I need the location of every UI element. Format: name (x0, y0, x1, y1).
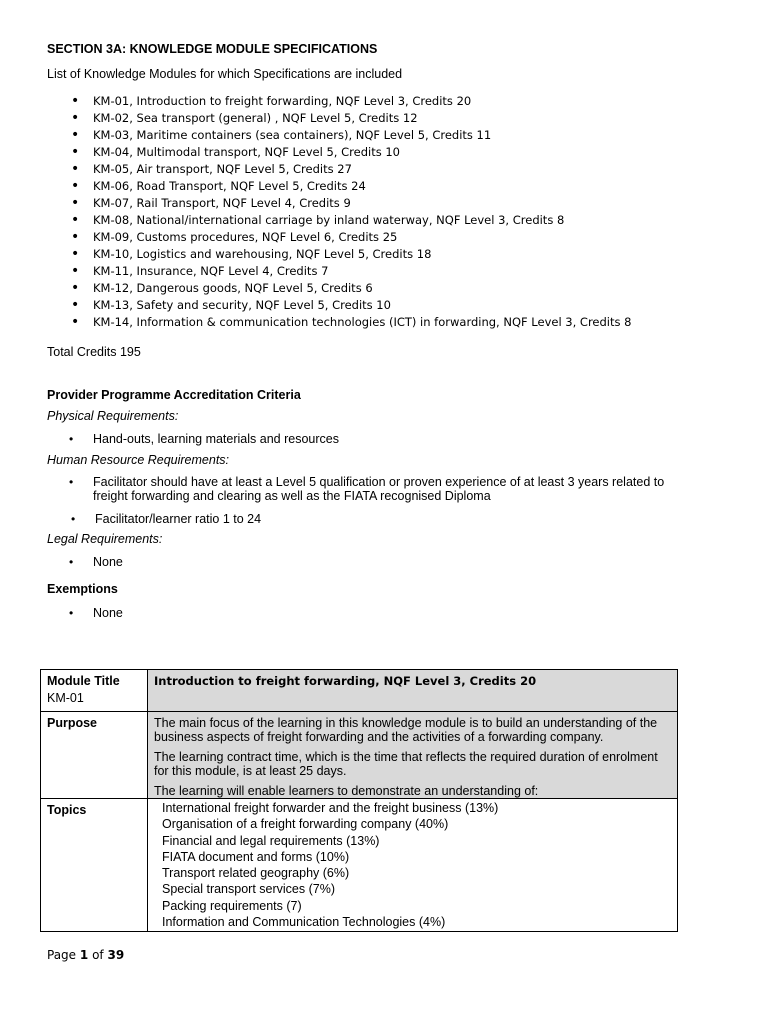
accreditation-title: Provider Programme Accreditation Criteria (47, 388, 301, 402)
list-item: • KM-08, National/international carriage by inland waterway, NQF Level 3, Credits 8 (47, 212, 631, 229)
purpose-cell (148, 712, 678, 799)
module-title-value: Introduction to freight forwarding, NQF Level 3, Credits 20 (148, 670, 678, 712)
list-item: • KM-10, Logistics and warehousing, NQF Level 5, Credits 18 (47, 246, 631, 263)
list-item: • KM-05, Air transport, NQF Level 5, Credits 27 (47, 161, 631, 178)
topic-item: Transport related geography (6%) (162, 866, 350, 881)
topic-item: Information and Communication Technologies (4%) (162, 915, 446, 930)
purpose-paragraph: The learning contract time, which is the time that reflects the required duration of enrolment for this module, is at least 25 days. (154, 750, 658, 778)
list-item: • KM-01, Introduction to freight forwarding, NQF Level 3, Credits 20 (47, 93, 631, 110)
purpose-label: Purpose (41, 712, 148, 799)
module-title-label: Module Title (47, 674, 120, 688)
exemption-item: • None (47, 606, 693, 620)
human-item: • Facilitator/learner ratio 1 to 24 (49, 512, 695, 526)
topic-item: Organisation of a freight forwarding company (40%) (162, 817, 449, 832)
page-total: 39 (107, 948, 125, 962)
list-item: • KM-09, Customs procedures, NQF Level 6, Credits 25 (47, 229, 631, 246)
physical-item: • Hand-outs, learning materials and resources (47, 432, 693, 446)
topics-cell (148, 799, 678, 932)
intro-text: List of Knowledge Modules for which Specifications are included (47, 67, 403, 81)
list-item: • KM-07, Rail Transport, NQF Level 4, Credits 9 (47, 195, 631, 212)
list-item: • KM-12, Dangerous goods, NQF Level 5, Credits 6 (47, 280, 631, 297)
purpose-paragraph: The main focus of the learning in this knowledge module is to build an understanding of the business aspects of freight forwarding and the activities of a forwarding company. (154, 716, 658, 744)
list-item: • KM-02, Sea transport (general) , NQF Level 5, Credits 12 (47, 110, 631, 127)
human-label: Human Resource Requirements: (47, 453, 230, 467)
module-spec-table (40, 669, 678, 932)
legal-item: • None (47, 555, 693, 569)
of-word: of (92, 948, 104, 962)
module-code: KM-01 (47, 691, 84, 705)
legal-label: Legal Requirements: (47, 532, 163, 546)
list-item: • KM-13, Safety and security, NQF Level 5, Credits 10 (47, 297, 631, 314)
page-footer (47, 948, 124, 962)
topics-label: Topics (41, 799, 148, 932)
page-number: 1 (79, 948, 89, 962)
list-item: • KM-11, Insurance, NQF Level 4, Credits 7 (47, 263, 631, 280)
module-list (47, 93, 631, 331)
total-credits: Total Credits 195 (47, 345, 141, 359)
page-word: Page (47, 948, 77, 962)
physical-label: Physical Requirements: (47, 409, 179, 423)
list-item: • KM-06, Road Transport, NQF Level 5, Credits 24 (47, 178, 631, 195)
list-item: • KM-03, Maritime containers (sea containers), NQF Level 5, Credits 11 (47, 127, 631, 144)
purpose-paragraph: The learning will enable learners to demonstrate an understanding of: (154, 784, 539, 798)
human-item: • Facilitator should have at least a Level 5 qualification or proven experience of at least 3 years related to freight forwarding and clearing as well as the FIATA recognised Diploma (47, 475, 693, 503)
module-title-cell (41, 670, 148, 712)
table-row (41, 670, 678, 712)
topic-item: International freight forwarder and the freight business (13%) (162, 801, 499, 815)
table-row (41, 712, 678, 799)
list-item: • KM-04, Multimodal transport, NQF Level 5, Credits 10 (47, 144, 631, 161)
list-item: • KM-14, Information & communication technologies (ICT) in forwarding, NQF Level 3, Credits 8 (47, 314, 631, 331)
topic-item: FIATA document and forms (10%) (162, 849, 350, 864)
topic-item: Packing requirements (7) (162, 898, 302, 913)
topic-item: Special transport services (7%) (162, 882, 335, 897)
exemptions-title: Exemptions (47, 582, 118, 596)
table-row (41, 799, 678, 932)
topic-item: Financial and legal requirements (13%) (162, 833, 380, 848)
section-title: SECTION 3A: KNOWLEDGE MODULE SPECIFICATIONS (47, 42, 378, 56)
